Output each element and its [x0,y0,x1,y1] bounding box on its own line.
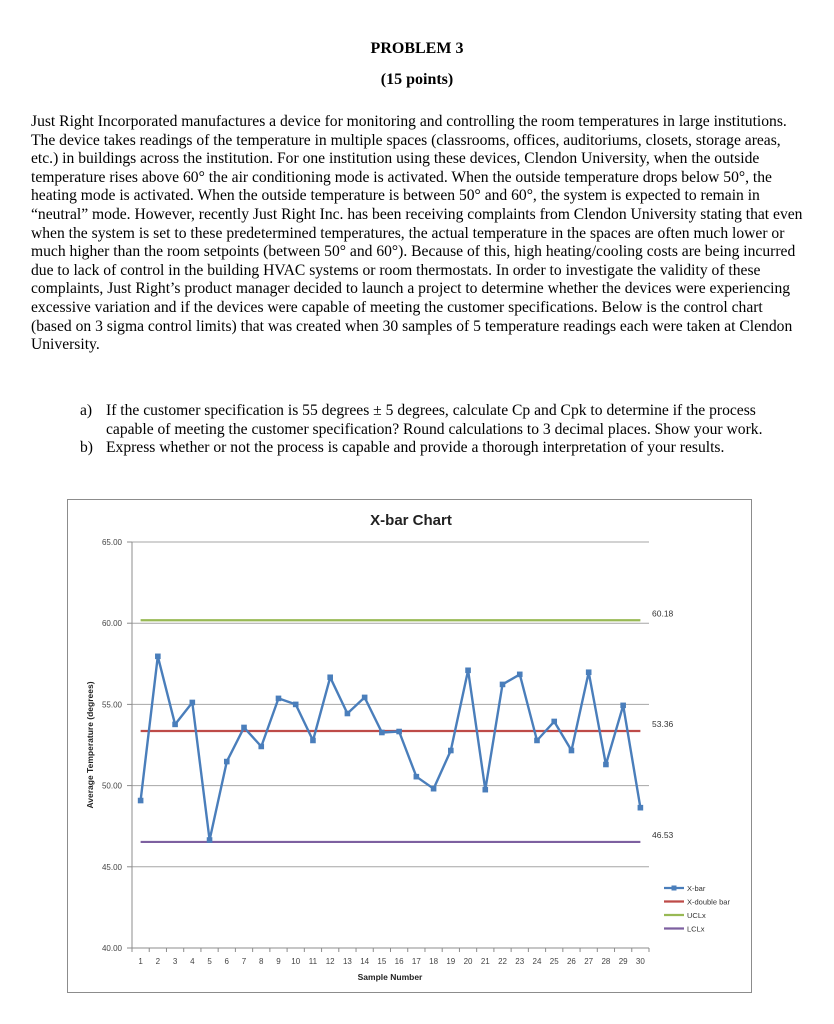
x-tick-label: 23 [515,957,525,966]
control-line-value: 46.53 [652,829,674,840]
question-label: b) [80,439,93,457]
question-text: If the customer specification is 55 degrees ± 5 degrees, calculate Cp and Cpk to determine if the process capable of meeting the customer specification? Round calculations to 3 decimal places. Show your work. [106,402,763,438]
x-tick-label: 7 [241,957,247,966]
x-tick-label: 29 [618,957,628,966]
x-tick-label: 21 [480,957,490,966]
xbar-series [138,654,643,843]
y-tick-label: 60.00 [101,619,122,629]
xbar-marker [241,725,247,731]
xbar-marker [276,696,282,702]
xbar-marker [258,744,264,750]
chart-title: X-bar Chart [370,512,452,529]
xbar-marker [345,711,351,717]
legend-item: UCLx [687,911,706,920]
xbar-marker [224,759,230,765]
xbar-marker [327,674,333,680]
x-tick-label: 24 [532,957,542,966]
y-tick-label: 40.00 [101,944,122,953]
x-tick-label: 22 [498,957,507,966]
x-tick-label: 2 [155,957,161,966]
legend-item: LCLx [687,924,705,934]
x-tick-label: 3 [172,957,178,966]
xbar-marker [293,702,299,708]
legend-item: X-double bar [687,897,730,907]
question-b [80,439,800,458]
x-tick-label: 9 [276,957,281,966]
x-tick-label: 28 [601,957,611,966]
xbar-marker [207,837,213,843]
xbar-marker [620,703,626,709]
x-tick-label: 6 [224,957,230,966]
x-tick-label: 30 [635,957,645,966]
xbar-marker [534,738,540,744]
control-line-value: 60.18 [652,608,674,619]
x-tick-label: 26 [566,957,576,966]
x-tick-label: 19 [446,957,456,966]
y-axis-ticks [102,538,132,953]
xbar-marker [414,774,420,780]
x-tick-label: 18 [429,957,439,966]
chart-canvas [68,500,753,994]
xbar-marker [517,672,523,678]
x-tick-label: 1 [138,957,143,966]
problem-paragraph: Just Right Incorporated manufactures a device for monitoring and controlling the room temperatures in large institutions. The device takes readings of the temperature in multiple spaces (classrooms, offices, auditoriums, closets, storage areas, etc.) in buildings across the institution. For one institution using these devices, Clendon University, when the outside temperature rises above 60° the air conditioning mode is activated. When the outside temperature drops below 50°, the heating mode is activated. When the outside temperature is between 50° and 60°, the system is expected to remain in “neutral” mode. However, recently Just Right Inc. has been receiving complaints from Clendon University stating that even when the system is set to these predetermined temperatures, the actual temperature in the spaces are often much lower or much higher than the room setpoints (between 50° and 60°). Because of this, high heating/cooling costs are being incurred due to lack of control in the building HVAC systems or room thermostats. In order to investigate the validity of these complaints, Just Right’s product manager decided to launch a project to determine whether the devices were experiencing excessive variation and if the devices were capable of meeting the customer specifications. Below is the control chart (based on 3 sigma control limits) that was created when 30 samples of 5 temperature readings each were taken at Clendon University. [31,113,803,354]
xbar-marker [638,805,644,811]
x-tick-label: 20 [463,957,473,966]
xbar-marker [310,738,316,744]
y-tick-label: 55.00 [101,700,122,710]
control-limit-lines [141,608,674,842]
chart-legend [664,884,730,934]
xbar-marker [362,695,368,701]
y-tick-label: 45.00 [101,862,122,872]
question-list [80,402,800,458]
x-tick-label: 27 [584,957,594,966]
x-tick-label: 15 [377,957,387,966]
x-tick-label: 10 [291,957,301,966]
x-tick-label: 25 [549,957,559,966]
x-tick-label: 4 [190,957,195,966]
xbar-chart [67,499,752,993]
x-tick-label: 13 [342,957,352,966]
xbar-line [141,656,641,840]
x-tick-label: 14 [360,957,370,966]
control-line-value: 53.36 [652,719,674,730]
x-tick-label: 17 [411,957,421,966]
question-label: a) [80,402,93,419]
xbar-marker [482,787,488,793]
x-tick-label: 8 [259,957,264,966]
x-axis-label: Sample Number [357,972,423,982]
xbar-marker [551,719,557,725]
x-tick-label: 11 [308,957,318,966]
x-tick-label: 16 [394,957,404,966]
y-axis-label: Average Temperature (degrees) [85,681,95,809]
xbar-marker [396,729,402,735]
xbar-marker [155,654,161,660]
x-tick-label: 5 [207,957,212,966]
y-tick-label: 50.00 [101,781,122,791]
xbar-marker [172,722,178,728]
question-a [80,402,800,439]
x-tick-label: 12 [325,957,335,966]
xbar-marker [190,700,196,706]
xbar-marker [603,762,609,768]
y-tick-label: 65.00 [101,538,122,547]
problem-points: (15 points) [380,71,454,88]
xbar-marker [431,786,437,792]
legend-item: X-bar [687,884,706,893]
problem-title: PROBLEM 3 [370,40,464,57]
xbar-marker [138,798,144,804]
xbar-marker [448,748,454,754]
xbar-marker [379,730,385,736]
xbar-marker [500,682,506,688]
xbar-marker [586,669,592,675]
question-text: Express whether or not the process is capable and provide a thorough interpretation of your results. [106,439,725,457]
x-axis-ticks [132,948,649,966]
xbar-marker [465,667,471,673]
xbar-marker [569,748,575,754]
chart-gridlines [132,542,649,867]
